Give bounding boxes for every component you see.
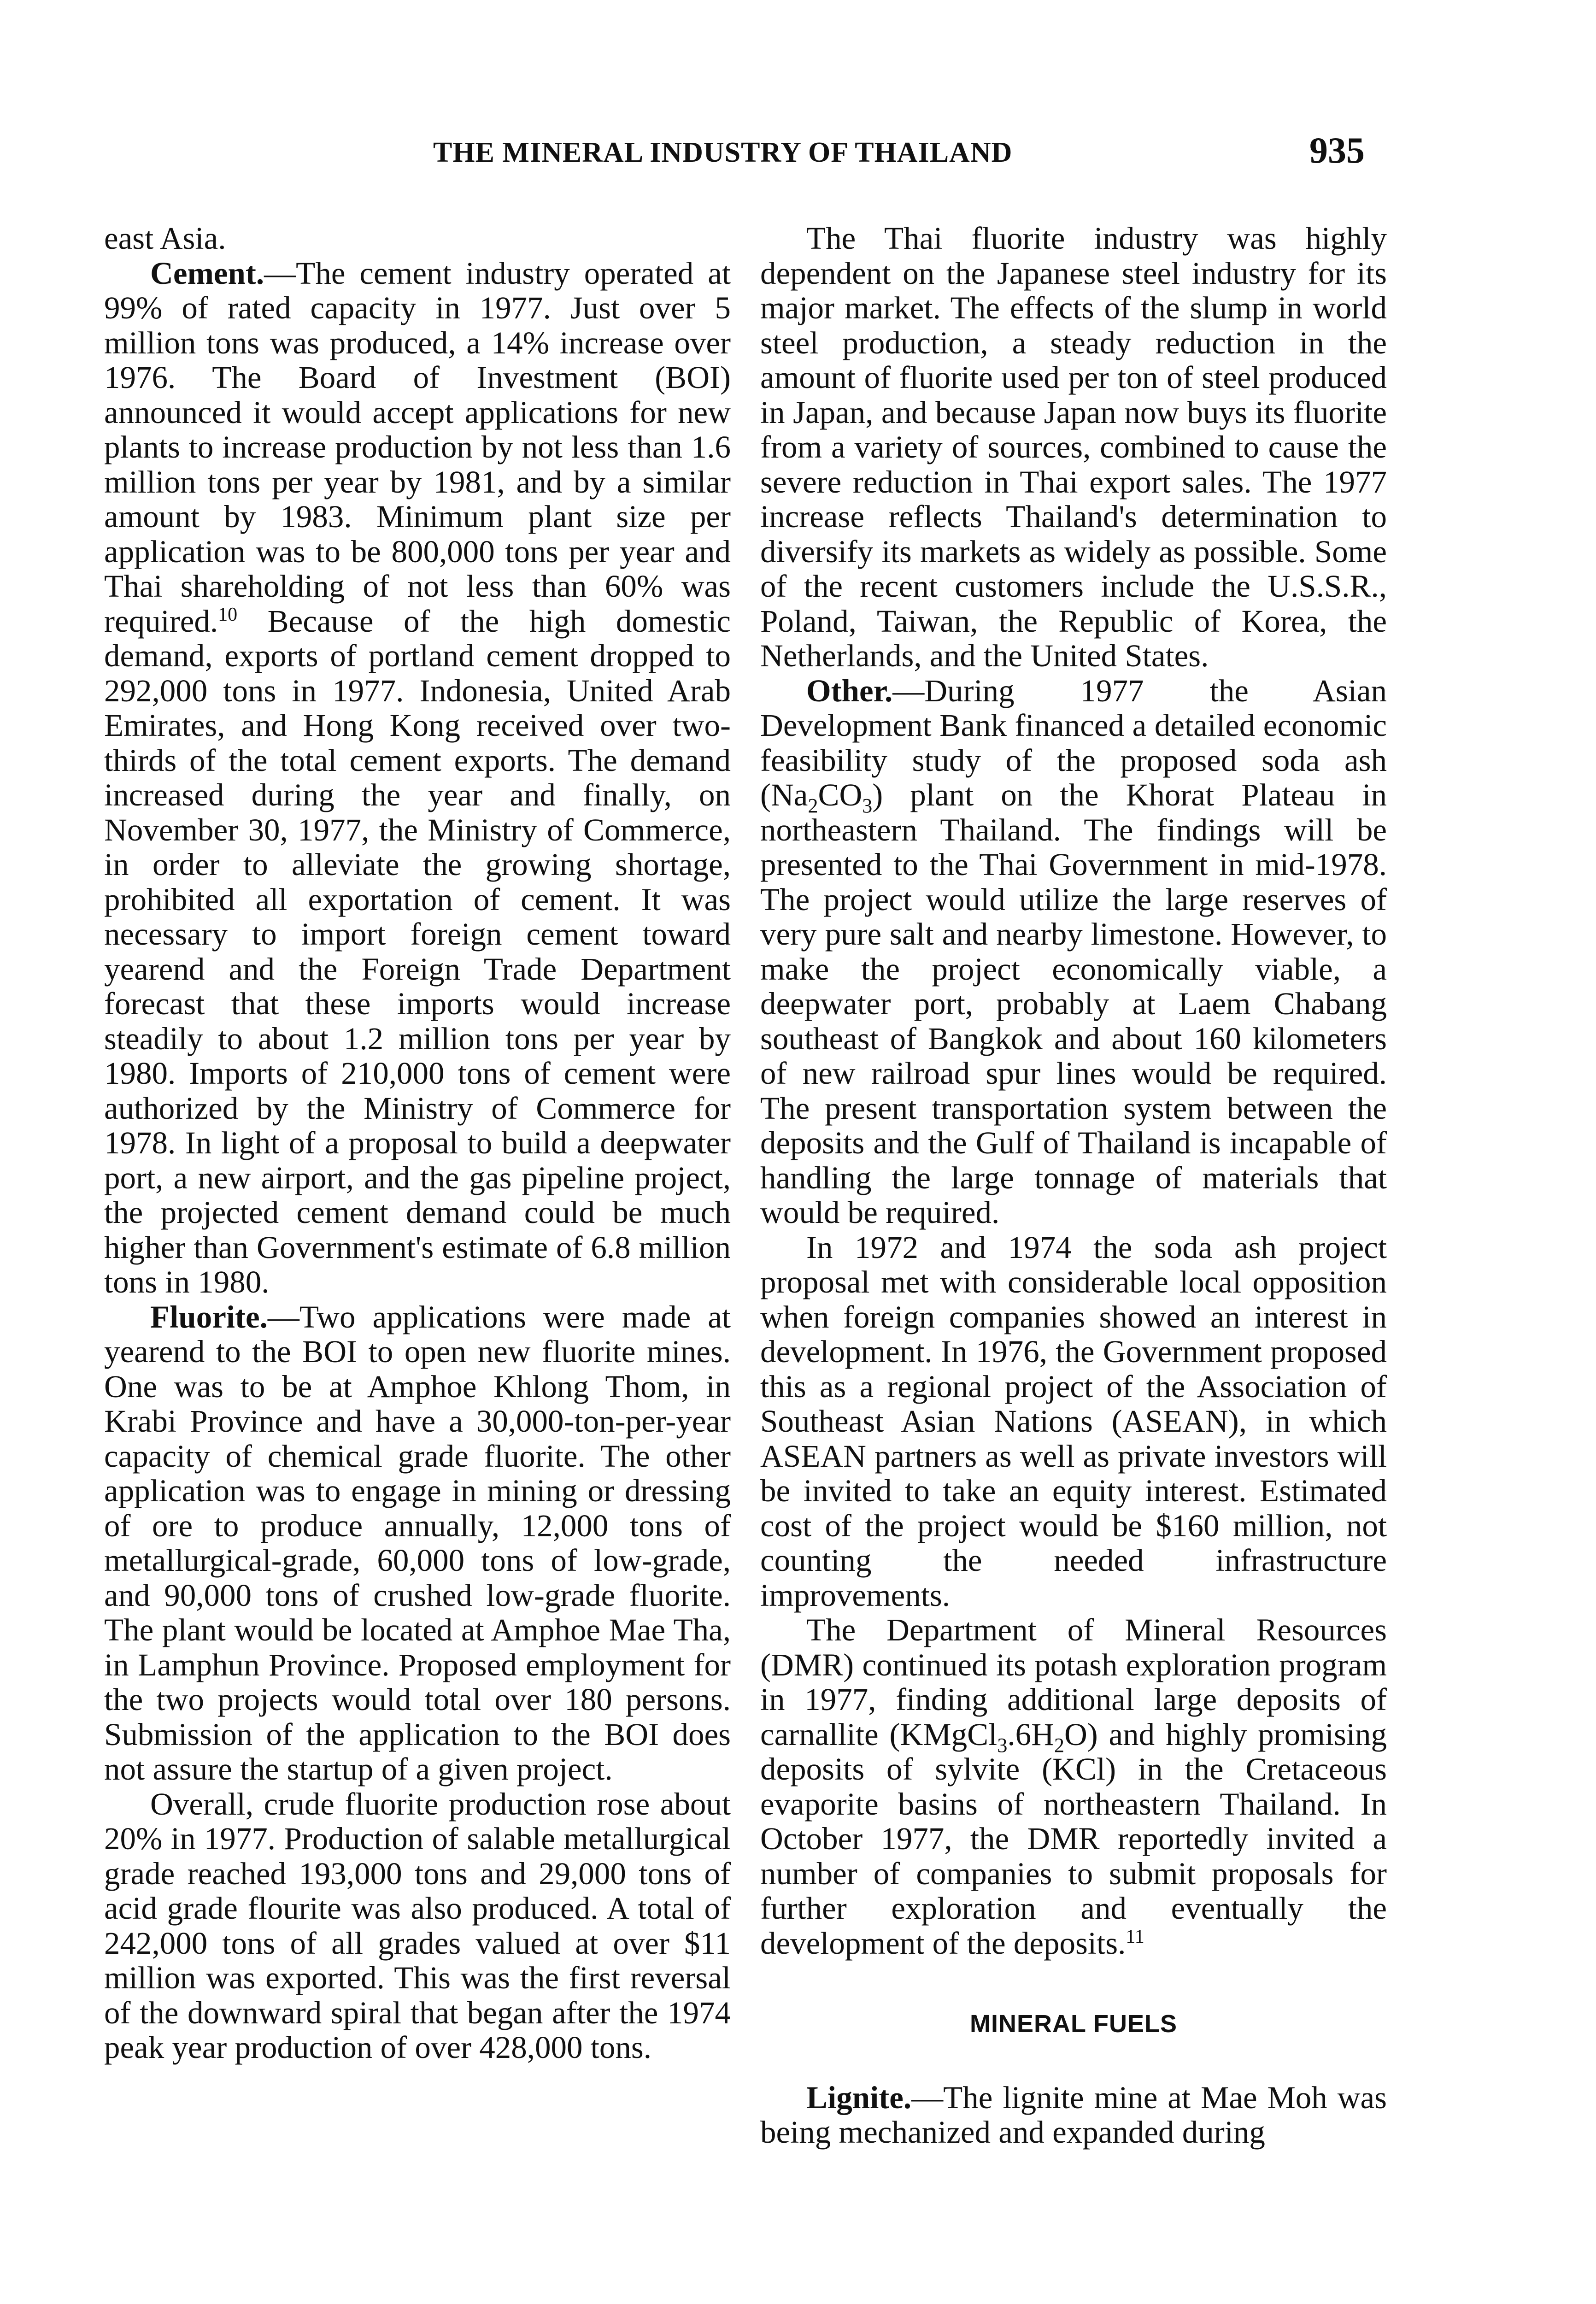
cement-text-2: Because of the high domestic demand, exports of portland cement dropped to 292,000 tons in 1977. Indonesia, United Arab Emirates, and Hong Kong received over two-thirds of the total cement exports. The demand increased during the year and finally, on November 30, 1977, the Ministry of Commerce, in order to alleviate the growing shortage, prohibited all exportation of cement. It was necessary to import foreign cement toward yearend and the Foreign Trade Department forecast that these imports would increase steadily to about 1.2 million tons per year by 1980. Imports of 210,000 tons of cement were authorized by the Ministry of Commerce for 1978. In light of a proposal to build a deepwater port, a new airport, and the gas pipeline project, the projected cement demand could be much higher than Government's estimate of 6.8 million tons in 1980. [104, 603, 731, 1299]
lignite-heading: Lignite. [806, 2080, 912, 2115]
other-subscript-1: 2 [808, 794, 818, 817]
cement-paragraph [104, 256, 731, 1300]
overall-production-paragraph: Overall, crude fluorite production rose about 20% in 1977. Production of salable metallurgical grade reached 193,000 tons and 29,000 tons of acid grade flourite was also produced. A total of 242,000 tons of all grades valued at over $11 million was exported. This was the first reversal of the downward spiral that began after the 1974 peak year production of over 428,000 tons. [104, 1786, 731, 2065]
cement-heading: Cement. [150, 255, 264, 291]
opening-fragment: east Asia. [104, 221, 226, 256]
lignite-text: —The lignite mine at Mae Moh was being mechanized and expanded during [760, 2080, 1387, 2150]
dmr-subscript-1: 3 [997, 1734, 1008, 1757]
fluorite-heading: Fluorite. [150, 1299, 268, 1334]
other-heading: Other. [806, 673, 893, 708]
other-text-2: CO [818, 777, 863, 812]
dmr-text-3: O) and highly promising deposits of sylvite (KCl) in the Cretaceous evaporite basins of northeastern Thailand. In October 1977, the DMR reportedly invited a number of companies to submit proposals for further exploration and eventually the development of the deposits. [760, 1716, 1387, 1961]
section-heading-mineral-fuels: MINERAL FUELS [969, 2010, 1177, 2038]
fluorite-text: —Two applications were made at yearend to the BOI to open new fluorite mines. One was to be at Amphoe Khlong Thom, in Krabi Province and have a 30,000-ton-per-year capacity of chemical grade fluorite. The other application was to engage in mining or dressing of ore to produce annually, 12,000 tons of metallurgical-grade, 60,000 tons of low-grade, and 90,000 tons of crushed low-grade fluorite. The plant would be located at Amphoe Mae Tha, in Lamphun Province. Proposed employment for the two projects would total over 180 persons. Submission of the application to the BOI does not assure the startup of a given project. [104, 1299, 731, 1787]
right-column [760, 221, 1387, 2150]
dmr-paragraph [760, 1613, 1387, 1961]
other-paragraph [760, 674, 1387, 1230]
fluorite-paragraph [104, 1300, 731, 1787]
thai-fluorite-paragraph: The Thai fluorite industry was highly dependent on the Japanese steel industry for its major market. The effects of the slump in world steel production, a steady reduction in the amount of fluorite used per ton of steel produced in Japan, and because Japan now buys its fluorite from a variety of sources, combined to cause the severe reduction in Thai export sales. The 1977 increase reflects Thailand's determination to diversify its markets as widely as possible. Some of the recent customers include the U.S.S.R., Poland, Taiwan, the Republic of Korea, the Netherlands, and the United States. [760, 221, 1387, 673]
page-number: 935 [1309, 130, 1365, 171]
other-text-3: ) plant on the Khorat Plateau in northeastern Thailand. The findings will be presented to the Thai Government in mid-1978. The project would utilize the large reserves of very pure salt and nearby limestone. However, to make the project economically viable, a deepwater port, probably at Laem Chabang southeast of Bangkok and about 160 kilometers of new railroad spur lines would be required. The present transportation system between the deposits and the Gulf of Thailand is incapable of handling the large tonnage of materials that would be required. [760, 777, 1387, 1230]
dmr-text-2: .6H [1007, 1716, 1054, 1752]
running-head: THE MINERAL INDUSTRY OF THAILAND [433, 137, 1013, 168]
dmr-subscript-2: 2 [1054, 1734, 1064, 1757]
soda-ash-paragraph: In 1972 and 1974 the soda ash project proposal met with considerable local opposition when foreign companies showed an interest in development. In 1976, the Government proposed this as a regional project of the Association of Southeast Asian Nations (ASEAN), in which ASEAN partners as well as private investors will be invited to take an equity interest. Estimated cost of the project would be $160 million, not counting the needed infrastructure improvements. [760, 1229, 1387, 1613]
footnote-ref-11: 11 [1126, 1926, 1144, 1947]
cement-text-1: —The cement industry operated at 99% of rated capacity in 1977. Just over 5 million tons was produced, a 14% increase over 1976. The Board of Investment (BOI) announced it would accept applications for new plants to increase production by not less than 1.6 million tons per year by 1981, and by a similar amount by 1983. Minimum plant size per application was to be 800,000 tons per year and Thai shareholding of not less than 60% was required. [104, 255, 731, 639]
other-subscript-2: 3 [862, 794, 873, 817]
footnote-ref-10: 10 [218, 604, 238, 625]
left-column [104, 221, 731, 2065]
dmr-text-1: The Department of Mineral Resources (DMR) continued its potash exploration program in 1977, finding additional large deposits of carnallite (KMgCl [760, 1612, 1387, 1752]
other-text-1: —During 1977 the Asian Development Bank financed a detailed economic feasibility study of the proposed soda ash (Na [760, 673, 1387, 812]
lignite-paragraph [760, 2081, 1387, 2150]
